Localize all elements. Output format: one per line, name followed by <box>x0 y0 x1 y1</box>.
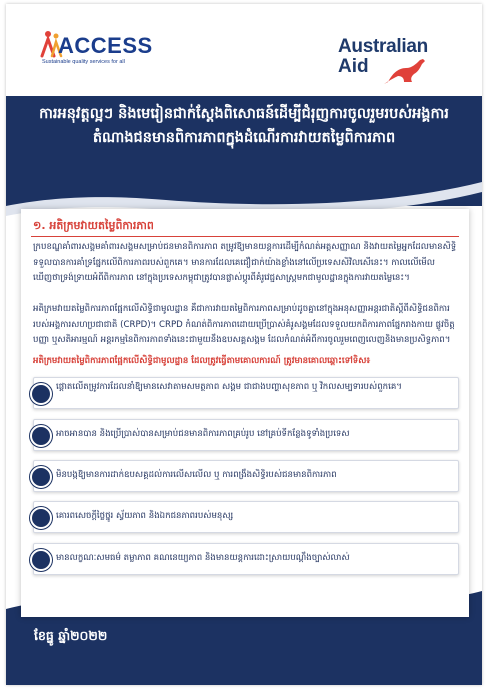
bullet-circle-icon <box>30 549 52 571</box>
principle-item <box>33 501 459 533</box>
principle-text: អាចអានបាន និងប្រើប្រាស់បានសម្រាប់ជនមានពិការភាពគ្រប់រូប នៅគ្រប់ទីកន្លែងទូទាំងប្រទេស <box>56 429 350 439</box>
document-page <box>6 4 482 685</box>
document-title: ការអនុវត្តល្អៗ និងមេរៀនជាក់ស្តែងពិសោធន៍ដើម្បីជំរុញការចូលរួមរបស់អង្គការតំណាងជនមានពិការភាពក្នុងដំណើរការវាយតម្លៃពិការភាព <box>39 106 449 146</box>
kangaroo-icon <box>382 56 436 86</box>
australian-aid-logo <box>338 36 448 86</box>
principle-item <box>33 419 459 451</box>
paragraph-2: អតិក្រមវាយតម្លៃពិការភាពផ្អែកលើសិទ្ធិជាមូលដ្ឋាន គឺជាការវាយតម្លៃពិការភាពសម្រាប់ដូចគ្នានៅក្នុងអនុសញ្ញាអន្តរជាតិស្តីពីសិទ្ធិជនពិការ របស់អង្គការសហប្រជាជាតិ (CRPD)។ CRPD កំណត់ពិការភាពដោយប្រើប្រាស់គំរូសង្គមដែលទទួលយកពិការភាពផ្នែករាងកាយ ផ្លូវចិត្ត បញ្ញា ឬសតិអារម្មណ៍ អន្តរកម្មនៃពិការភាពទាំងនេះជាមួយនឹងឧបសគ្គសង្គម ដែលកំណត់អំពីការចូលរួមពេញលេញនិងមានប្រសិទ្ធភាព។ <box>33 304 455 345</box>
access-logo-text: ACCESS <box>58 33 153 58</box>
bullet-circle-icon <box>30 425 52 447</box>
principle-text: មិនបង្កឱ្យមានការដាក់ឧបសគ្គដល់ការលើសលើល ឬ ការពង្រឹងសិទ្ធិរបស់ជនមានពិការភាព <box>56 470 337 480</box>
paragraph-1: ក្របខណ្ឌគាំពារសង្គមគាំពារសង្គមសម្រាប់ជនមានពិការភាព តម្រូវឱ្យមានយន្តការដើម្បីកំណត់អត្តសញ្ញាណ និងវាយតម្លៃអ្នកដែលមានសិទ្ធិទទួលបានការគាំទ្រផ្នែកលើពិការភាពរបស់ពួកគេ។ មានការដែលគេជឿជាក់យ៉ាងខ្លាំងនៅលើប្រទេសសិវិលសើនេះ។ កាលលើមើលឃើញថាទ្រង់ទ្រាយអំពីពិការភាព នៅក្នុងប្រទេសកម្ពុជាត្រូវបានផ្លាស់ប្តូរពីគំរូវេជ្ជសាស្ត្រមកជាមូលដ្ឋានក្នុងការវាយតម្លៃនេះ។ <box>33 242 457 283</box>
access-logo <box>40 30 153 80</box>
aid-logo-line1: Australian <box>338 36 428 57</box>
bullet-circle-icon <box>30 466 52 488</box>
principle-item <box>33 377 459 409</box>
principle-text: មានលក្ខណៈសមធម៌ តម្លាភាព គណនេយ្យភាព និងមានយន្តការដោះស្រាយបណ្តឹងច្បាស់លាស់ <box>56 553 350 563</box>
bullet-circle-icon <box>30 507 52 529</box>
principle-item <box>33 460 459 492</box>
list-intro: អតិក្រមវាយតម្លៃពិការភាពផ្អែកលើសិទ្ធិជាមូលដ្ឋាន ដែលត្រូវធ្វើតាមគោលការណ៍ ត្រូវមានគោលឆ្ពោះទៅទិស៖ <box>33 356 371 366</box>
aid-logo-line2: Aid <box>338 56 369 77</box>
bullet-circle-icon <box>30 383 52 405</box>
publication-date: ខែធ្នូ ឆ្នាំ២០២២ <box>34 628 108 643</box>
section-heading: ១. អតិក្រមវាយតម្លៃពិការភាព <box>33 219 154 232</box>
content-card <box>21 209 469 617</box>
principle-item <box>33 543 459 575</box>
section-divider <box>31 236 459 237</box>
access-tagline: Sustainable quality services for all <box>42 59 125 65</box>
principle-text: គោរពសេចក្តីថ្លៃថ្នូរ ស្វ័យភាព និងឯកជនភាពរបស់មនុស្ស <box>56 511 234 521</box>
principle-text: ផ្តោតលើតម្រូវការដែលនាំឱ្យមានសេវាតាមសមត្ថភាព សង្គម ជាជាងបញ្ហាសុខភាព ឬ វិកលសម្បទារបស់ពួកគេ។ <box>56 382 402 392</box>
